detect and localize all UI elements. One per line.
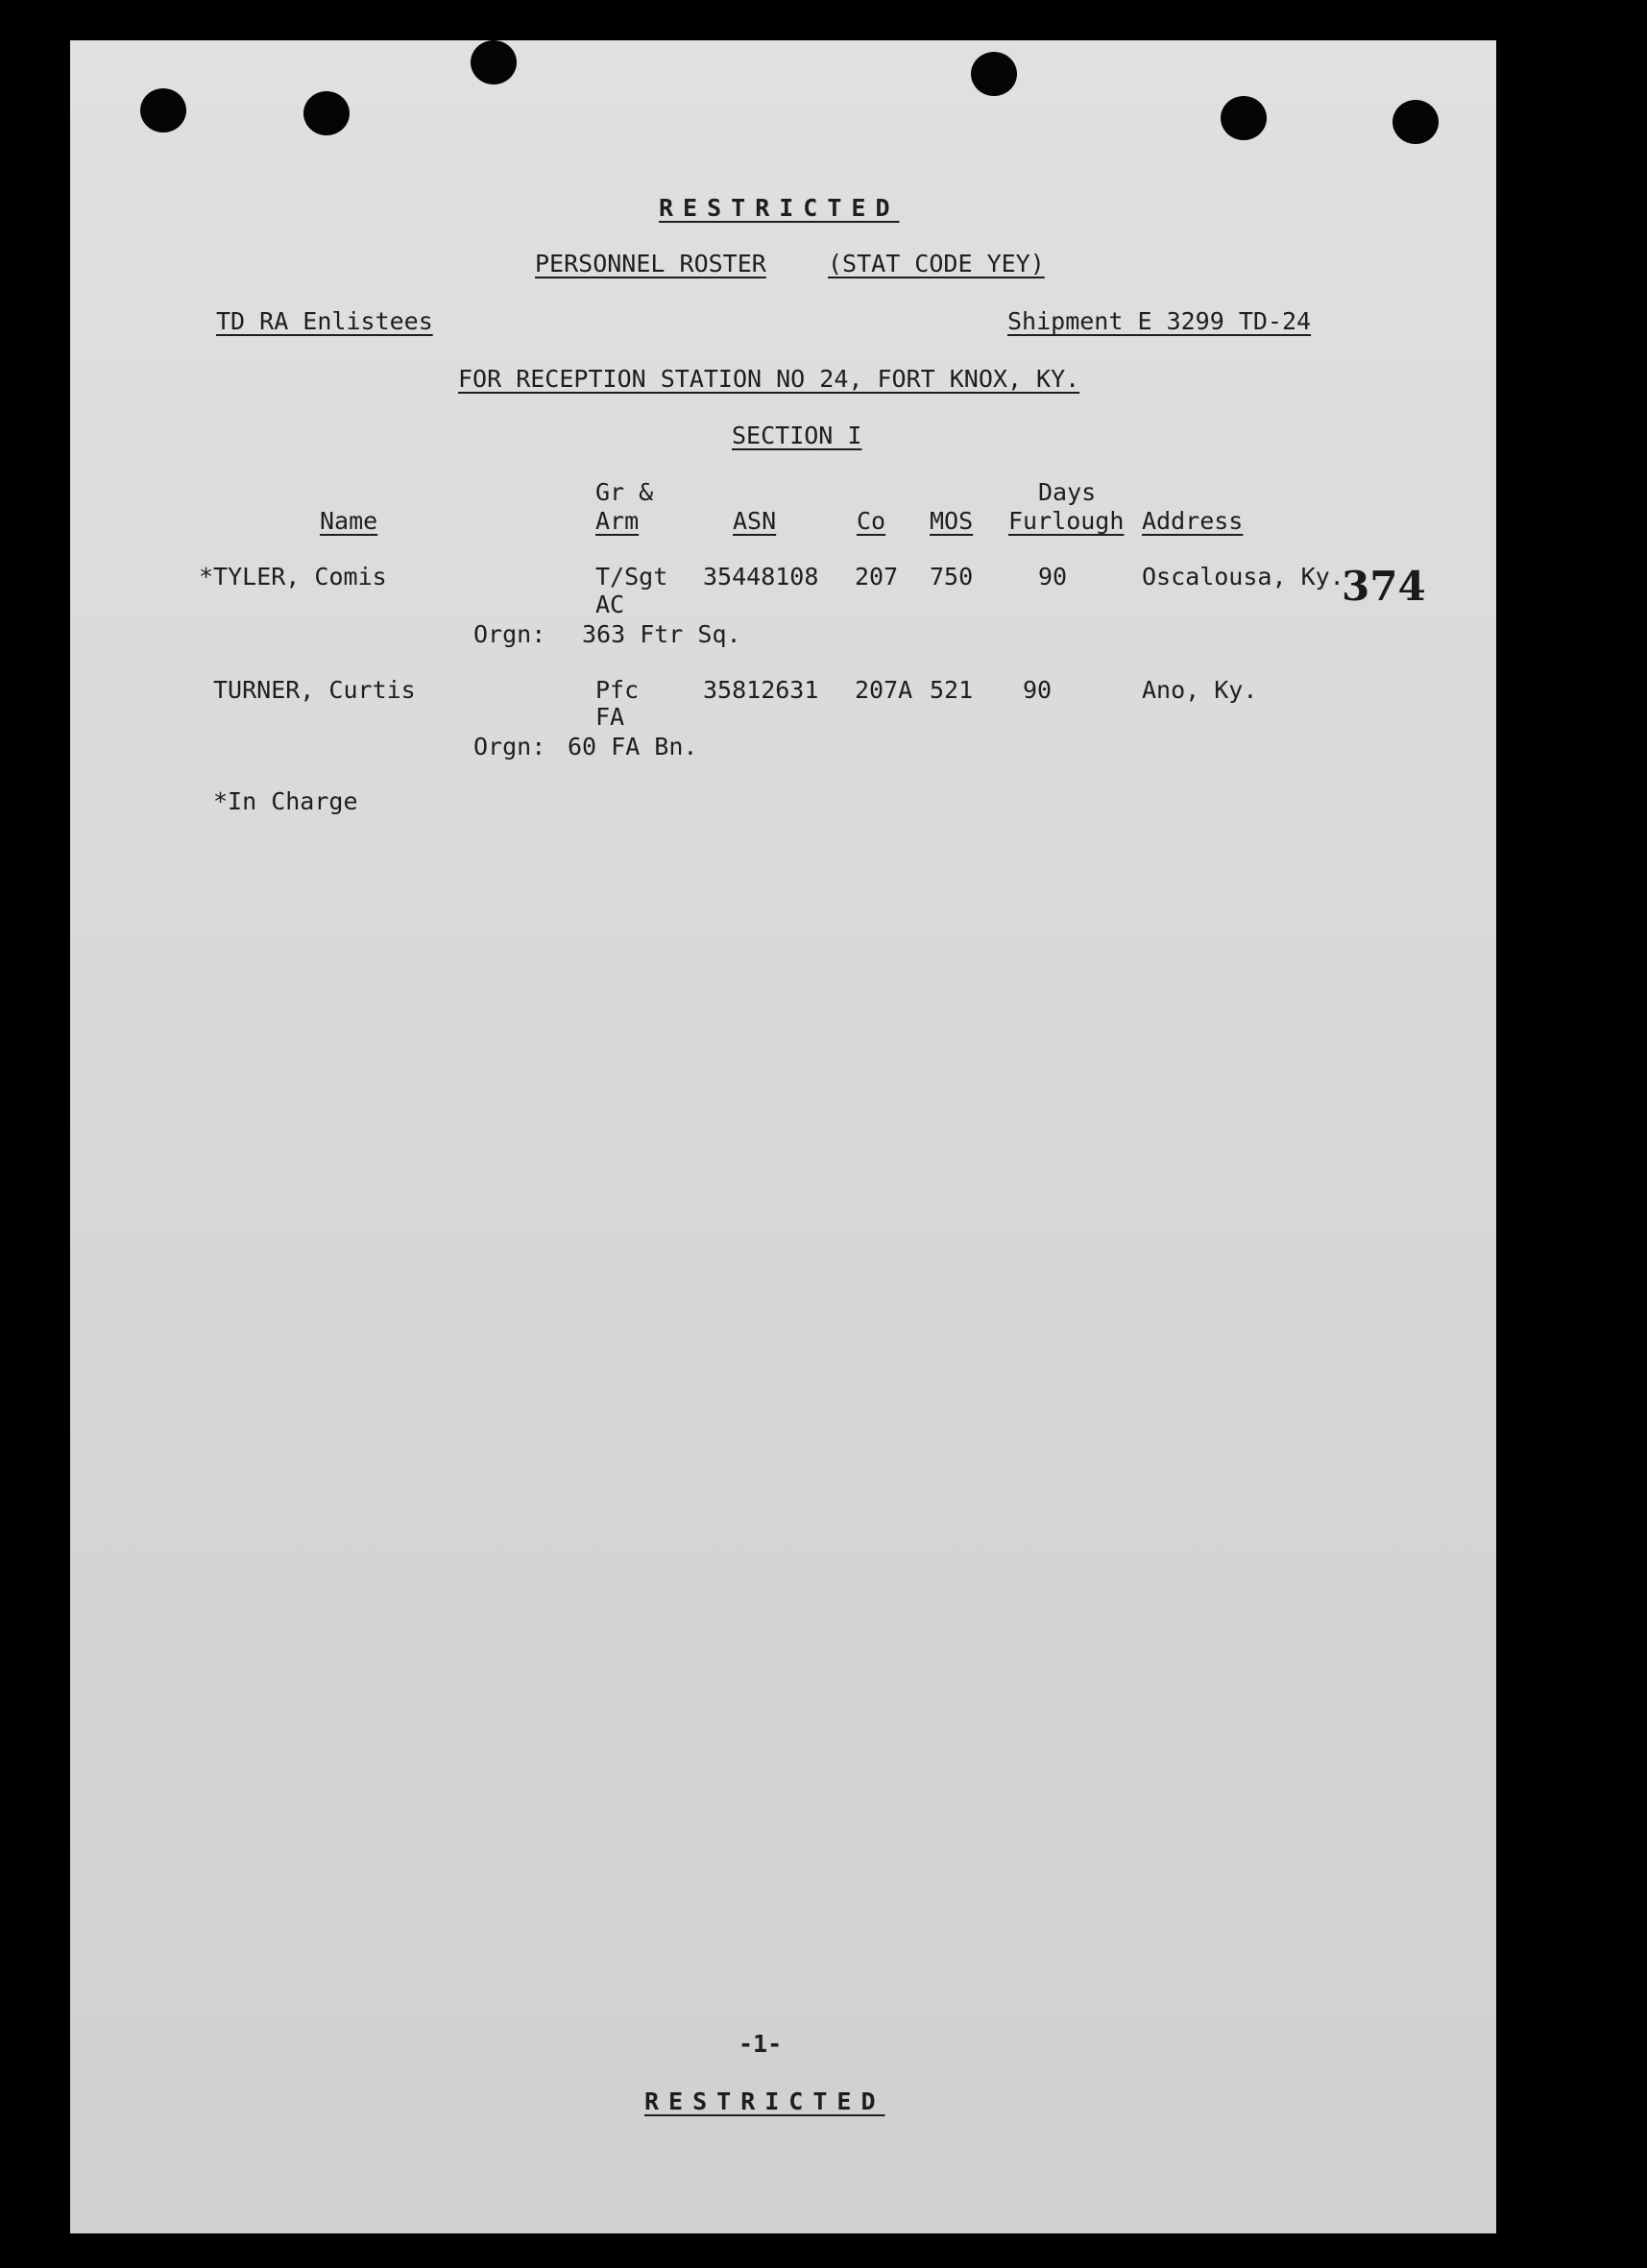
column-header-co: Co — [857, 507, 886, 535]
row1-arm: AC — [595, 591, 625, 618]
column-header-mos: MOS — [930, 507, 974, 535]
row2-mos: 521 — [930, 676, 974, 704]
footnote: *In Charge — [213, 787, 358, 815]
enlistee-group: TD RA Enlistees — [216, 307, 433, 335]
row2-orgn-label: Orgn: — [473, 733, 546, 760]
row2-days: 90 — [1023, 676, 1053, 704]
section-title: SECTION I — [732, 422, 862, 449]
roster-title: PERSONNEL ROSTER — [535, 250, 766, 277]
column-header-furlough-line2: Furlough — [1008, 507, 1125, 535]
row1-name: *TYLER, Comis — [199, 563, 387, 591]
punch-hole-5 — [1221, 96, 1267, 140]
punch-hole-1 — [140, 88, 186, 133]
row1-orgn-label: Orgn: — [473, 620, 546, 648]
punch-hole-4 — [971, 52, 1017, 96]
punch-hole-2 — [303, 91, 350, 135]
column-header-address: Address — [1142, 507, 1244, 535]
row1-days: 90 — [1038, 563, 1068, 591]
stat-code: (STAT CODE YEY) — [828, 250, 1045, 277]
row2-name: TURNER, Curtis — [213, 676, 416, 704]
page-number: -1- — [739, 2030, 783, 2058]
row2-arm: FA — [595, 703, 625, 731]
row1-orgn: 363 Ftr Sq. — [582, 620, 741, 648]
row1-grade: T/Sgt — [595, 563, 668, 591]
destination: FOR RECEPTION STATION NO 24, FORT KNOX, KY. — [458, 365, 1080, 393]
column-header-asn: ASN — [733, 507, 777, 535]
column-header-furlough-line1: Days — [1038, 478, 1097, 506]
punch-hole-3 — [471, 40, 517, 84]
column-header-gr-arm-line1: Gr & — [595, 478, 654, 506]
shipment-number: Shipment E 3299 TD-24 — [1007, 307, 1312, 335]
column-header-gr-arm-line2: Arm — [595, 507, 640, 535]
row2-asn: 35812631 — [703, 676, 819, 704]
classification-top: RESTRICTED — [659, 194, 900, 222]
row1-co: 207 — [855, 563, 899, 591]
punch-hole-6 — [1393, 100, 1439, 144]
row2-orgn: 60 FA Bn. — [568, 733, 698, 760]
row1-asn: 35448108 — [703, 563, 819, 591]
stamp-number: 374 — [1342, 563, 1426, 610]
row2-address: Ano, Ky. — [1142, 676, 1258, 704]
row1-mos: 750 — [930, 563, 974, 591]
classification-bottom: RESTRICTED — [644, 2087, 885, 2115]
column-header-name: Name — [320, 507, 378, 535]
row2-grade: Pfc — [595, 676, 640, 704]
row2-co: 207A — [855, 676, 913, 704]
row1-address: Oscalousa, Ky. — [1142, 563, 1344, 591]
